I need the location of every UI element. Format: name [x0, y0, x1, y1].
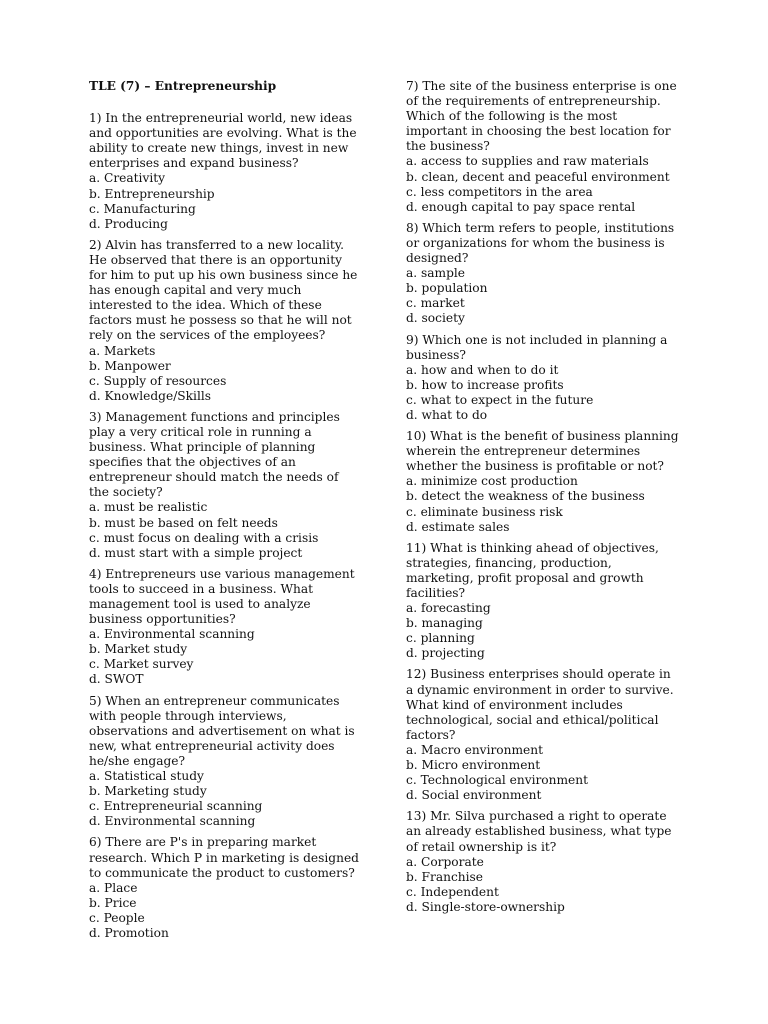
- question-text: 13) Mr. Silva purchased a right to operate an already established business, what type of retail ownership is it?: [406, 809, 672, 854]
- question-text: 7) The site of the business enterprise is one of the requirements of entrepreneurship. Which of the following is the most important in choosing the best location for the business?: [406, 79, 677, 154]
- answer-option: c. Supply of resources: [89, 373, 227, 388]
- answer-option: d. estimate sales: [406, 519, 510, 534]
- answer-option: c. planning: [406, 631, 475, 646]
- answer-option: b. Micro environment: [406, 758, 541, 773]
- right-column: [406, 79, 681, 921]
- answer-options: [406, 855, 681, 915]
- answer-option: b. Entrepreneurship: [89, 186, 215, 201]
- question-block: [89, 567, 361, 688]
- left-question-list: [89, 111, 361, 941]
- answer-option: d. society: [406, 311, 465, 326]
- answer-option: a. Statistical study: [89, 769, 204, 784]
- answer-option: d. Promotion: [89, 925, 169, 940]
- answer-option: b. how to increase profits: [406, 377, 564, 392]
- answer-options: [406, 474, 681, 534]
- answer-option: d. projecting: [406, 646, 485, 661]
- answer-option: b. clean, decent and peaceful environment: [406, 169, 670, 184]
- answer-option: c. less competitors in the area: [406, 184, 593, 199]
- answer-option: b. Price: [89, 895, 137, 910]
- answer-option: a. Corporate: [406, 854, 484, 869]
- question-text: 8) Which term refers to people, institutions or organizations for whom the business is designed?: [406, 220, 675, 266]
- answer-options: [89, 344, 361, 404]
- answer-option: b. Market study: [89, 642, 188, 657]
- answer-options: [89, 881, 361, 941]
- question-block: [89, 238, 361, 404]
- question-text: 9) Which one is not included in planning a business?: [406, 332, 668, 362]
- answer-option: d. SWOT: [89, 672, 144, 687]
- answer-options: [406, 266, 681, 326]
- question-text: 2) Alvin has transferred to a new locality. He observed that there is an opportunity for him to put up his own business since he has enough capital and very much interested to the idea. Which of these factors must he possess so that he will not rely on the services of the employees?: [89, 237, 358, 343]
- question-block: [89, 111, 361, 232]
- question-block: [406, 333, 681, 424]
- question-block: [406, 809, 681, 915]
- answer-options: [406, 154, 681, 214]
- answer-option: b. managing: [406, 616, 483, 631]
- question-text: 5) When an entrepreneur communicates with people through interviews, observations and advertisement on what is new, what entrepreneurial activity does he/she engage?: [89, 693, 355, 768]
- answer-options: [406, 363, 681, 423]
- question-text: 3) Management functions and principles play a very critical role in running a business. What principle of planning specifies that the objectives of an entrepreneur should match the needs of the society?: [89, 409, 340, 500]
- answer-option: b. Marketing study: [89, 784, 207, 799]
- answer-options: [406, 601, 681, 661]
- answer-option: d. must start with a simple project: [89, 545, 303, 560]
- right-question-list: [406, 79, 681, 915]
- answer-option: a. Environmental scanning: [89, 627, 255, 642]
- answer-option: c. Manufacturing: [89, 201, 196, 216]
- answer-option: d. Social environment: [406, 788, 542, 803]
- question-text: 4) Entrepreneurs use various management tools to succeed in a business. What management tool is used to analyze business opportunities?: [89, 566, 355, 627]
- answer-option: a. minimize cost production: [406, 474, 578, 489]
- answer-option: c. Technological environment: [406, 773, 589, 788]
- answer-options: [406, 743, 681, 803]
- answer-option: a. must be realistic: [89, 500, 208, 515]
- answer-option: c. eliminate business risk: [406, 504, 563, 519]
- answer-option: d. Knowledge/Skills: [89, 388, 211, 403]
- answer-options: [89, 171, 361, 231]
- answer-option: b. detect the weakness of the business: [406, 489, 645, 504]
- answer-option: a. access to supplies and raw materials: [406, 154, 649, 169]
- answer-option: d. Producing: [89, 216, 168, 231]
- answer-option: c. Independent: [406, 884, 499, 899]
- question-block: [89, 410, 361, 561]
- answer-option: a. Markets: [89, 343, 156, 358]
- answer-option: c. People: [89, 910, 145, 925]
- question-block: [406, 79, 681, 215]
- answer-options: [89, 627, 361, 687]
- question-text: 6) There are P's in preparing market research. Which P in marketing is designed to communicate the product to customers?: [89, 835, 359, 880]
- question-block: [406, 541, 681, 662]
- answer-option: d. what to do: [406, 407, 488, 422]
- answer-option: b. Franchise: [406, 869, 483, 884]
- answer-option: c. Market survey: [89, 657, 194, 672]
- answer-option: b. population: [406, 281, 488, 296]
- question-block: [89, 694, 361, 830]
- answer-option: d. Environmental scanning: [89, 814, 256, 829]
- answer-option: a. Place: [89, 880, 138, 895]
- left-column: [89, 79, 361, 947]
- answer-option: c. market: [406, 296, 465, 311]
- answer-option: b. Manpower: [89, 358, 171, 373]
- question-block: [89, 835, 361, 941]
- answer-option: c. Entrepreneurial scanning: [89, 799, 263, 814]
- answer-option: a. how and when to do it: [406, 362, 559, 377]
- question-block: [406, 667, 681, 803]
- answer-option: d. enough capital to pay space rental: [406, 199, 636, 214]
- answer-option: a. forecasting: [406, 601, 491, 616]
- question-text: 11) What is thinking ahead of objectives, strategies, financing, production, marketing, profit proposal and growth facilities?: [406, 540, 659, 600]
- answer-options: [89, 500, 361, 560]
- answer-options: [89, 769, 361, 829]
- question-block: [406, 429, 681, 535]
- question-text: 12) Business enterprises should operate in a dynamic environment in order to survive. What kind of environment includes technological, social and ethical/political factors?: [406, 667, 674, 742]
- answer-option: d. Single-store-ownership: [406, 899, 565, 914]
- answer-option: c. what to expect in the future: [406, 392, 594, 407]
- answer-option: a. sample: [406, 266, 466, 281]
- question-block: [406, 221, 681, 327]
- question-text: 10) What is the benefit of business planning wherein the entrepreneur determines whether the business is profitable or not?: [406, 429, 679, 474]
- page-title: TLE (7) – Entrepreneurship: [89, 79, 277, 93]
- answer-option: a. Creativity: [89, 171, 166, 186]
- question-text: 1) In the entrepreneurial world, new ideas and opportunities are evolving. What is the ability to create new things, invest in new enterprises and expand business?: [89, 111, 357, 171]
- answer-option: b. must be based on felt needs: [89, 515, 278, 530]
- answer-option: c. must focus on dealing with a crisis: [89, 530, 319, 545]
- answer-option: a. Macro environment: [406, 742, 543, 757]
